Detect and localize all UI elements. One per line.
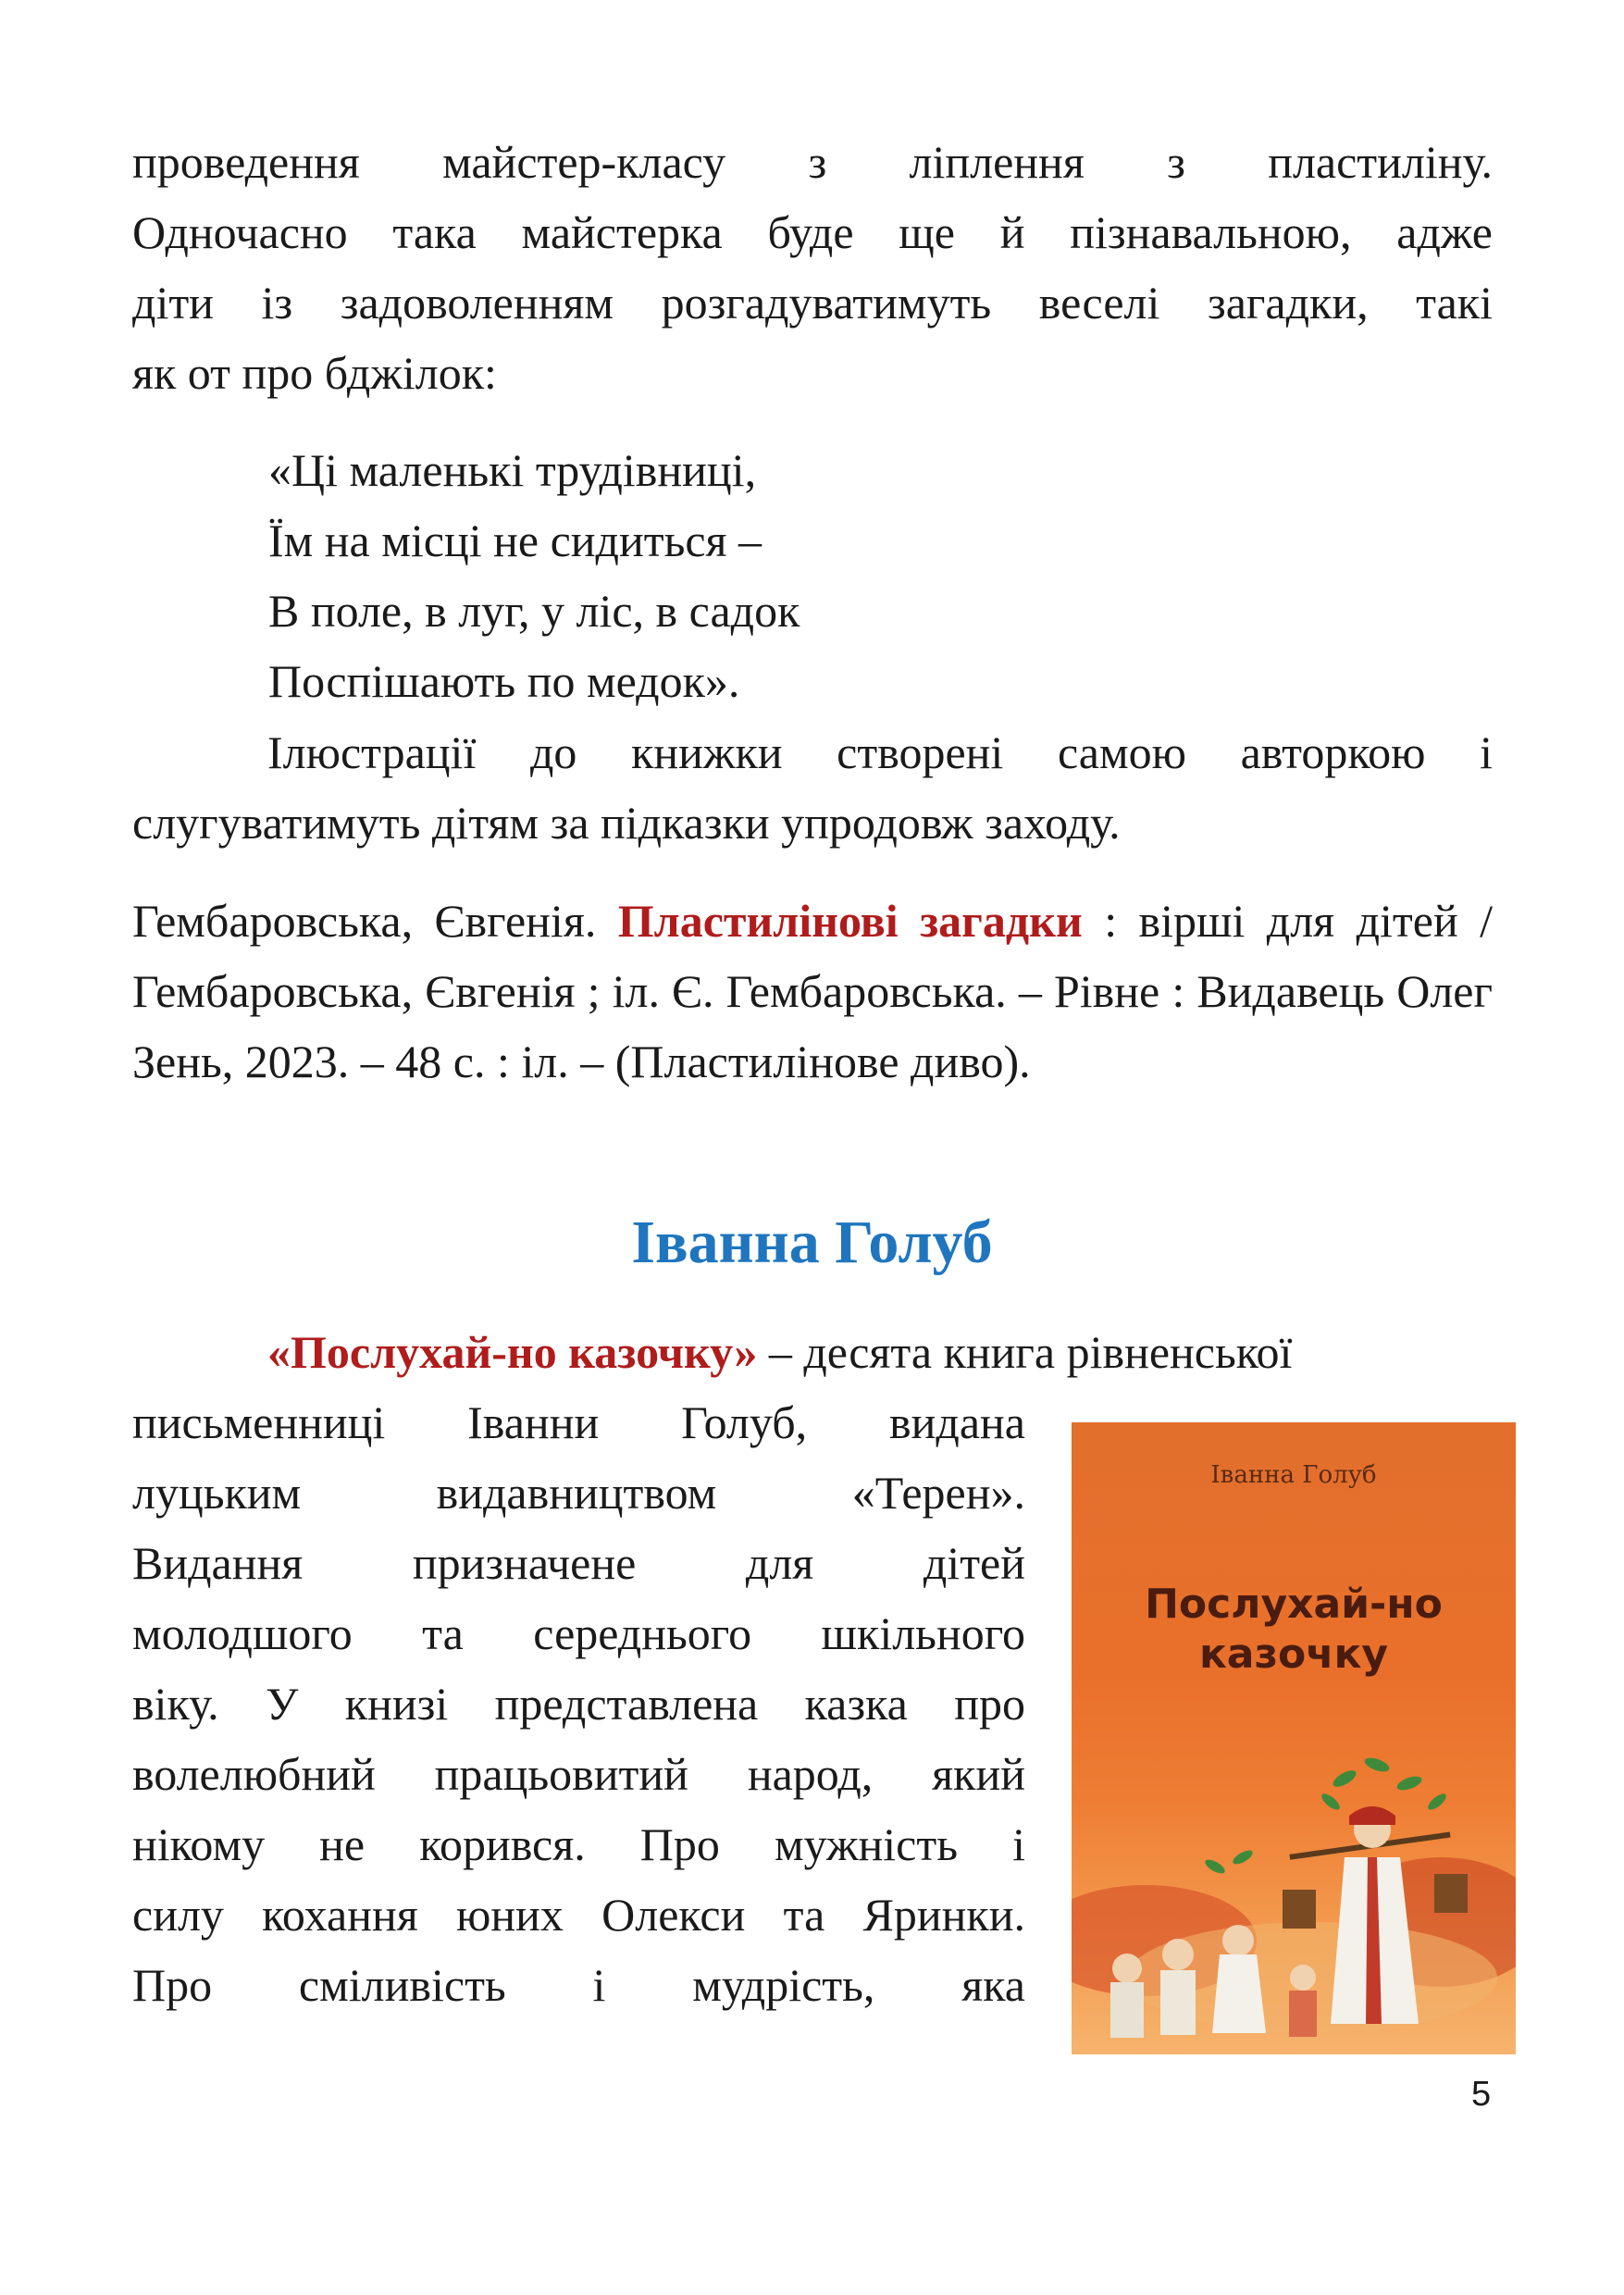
cover-illustration [1072,1422,1516,2054]
section-intro-rest: – десята книга рівненської [757,1326,1293,1378]
body-line: силу кохання юних Олекси та Яринки. [132,1889,1025,1941]
body-line: письменниці Іванни Голуб, видана [132,1396,1025,1448]
poem-line: В поле, в луг, у ліс, в садок [268,585,800,637]
citation-author: Гембаровська, Євгенія. [132,895,597,947]
illustrations-note: Ілюстрації до книжки створені самою авторкою і слугуватимуть дітям за підказки упродовж заходу. [132,726,1493,849]
cover-title-line: Послухай-но [1145,1581,1443,1628]
riddle-poem [268,435,800,716]
body-line: молодшого та середнього шкільного [132,1607,1025,1659]
intro-line: Одночасно така майстерка буде ще й пізнавальною, адже [132,206,1493,258]
cover-title-line: казочку [1198,1631,1389,1678]
intro-line: діти із задоволенням розгадуватимуть веселі загадки, такі [132,277,1493,329]
body-line: віку. У книзі представлена казка про [132,1678,1025,1730]
citation-details: : вірші для дітей / Гембаровська, Євгенія ; іл. Є. Гембаровська. – Рівне : Видавець Олег Зень, 2023. – 48 с. : іл. – (Пластилінове диво). [132,895,1494,1087]
section-heading: Іванна Голуб [631,1209,993,1276]
section-body [132,1387,1025,2020]
cover-author: Іванна Голуб [1210,1461,1377,1489]
book-citation [132,886,1493,1097]
citation-title: Пластилінові загадки [617,895,1083,947]
section-intro-line [132,1317,1493,1387]
intro-paragraph [132,127,1493,408]
body-line: луцьким видавництвом «Терен». [132,1467,1025,1519]
intro-line: проведення майстер-класу з ліплення з пластиліну. [132,136,1493,188]
body-line: волелюбний працьовитий народ, який [132,1748,1025,1800]
page-number: 5 [1471,2075,1492,2114]
body-line: Про сміливість і мудрість, яка [132,1959,1025,2011]
book-cover-image [1072,1422,1516,2054]
book-title: «Послухай-но казочку» [267,1326,758,1378]
poem-line: Поспішають по медок». [268,655,740,707]
poem-line: «Ці маленькі трудівниці, [268,444,757,496]
body-line: нікому не корився. Про мужність і [132,1818,1025,1870]
poem-line: Їм на місці не сидиться – [268,515,762,566]
body-line: Видання призначене для дітей [132,1537,1025,1589]
intro-line: як от про бджілок: [132,347,497,399]
